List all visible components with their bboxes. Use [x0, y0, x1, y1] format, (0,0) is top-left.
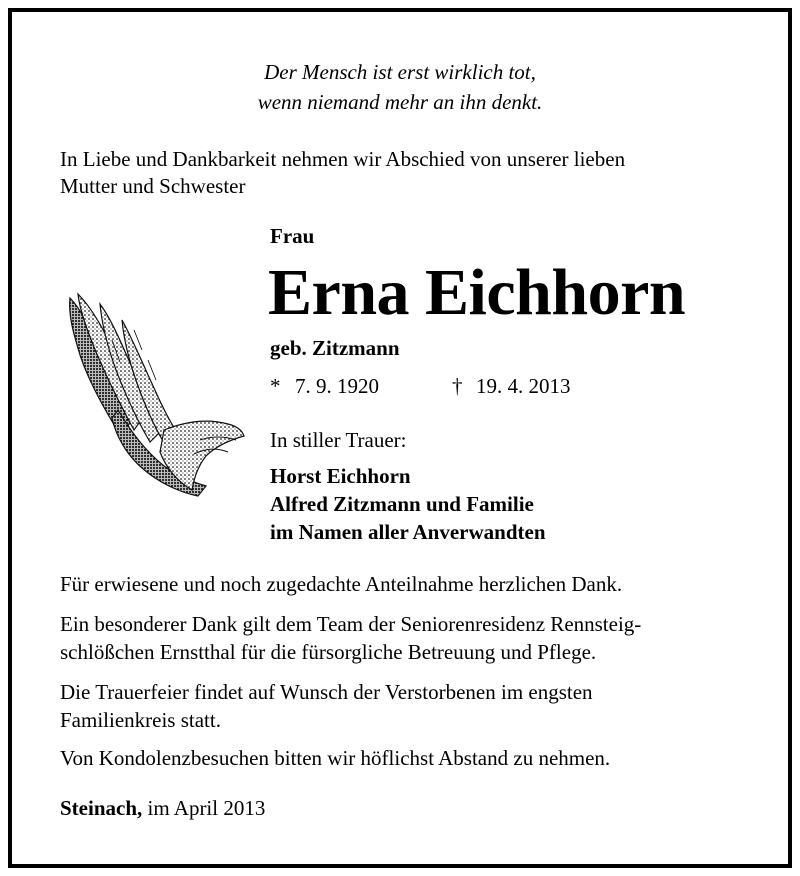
mourners-heading: In stiller Trauer: [270, 428, 407, 452]
signoff [60, 794, 265, 822]
intro-line-1: In Liebe und Dankbarkeit nehmen wir Abschied von unserer lieben [60, 147, 626, 171]
death-symbol: † [452, 374, 463, 398]
condolence-text: Von Kondolenzbesuchen bitten wir höflichst Abstand zu nehmen. [60, 746, 611, 770]
mourner-name: Horst Eichhorn [270, 464, 411, 488]
death-date: 19. 4. 2013 [476, 374, 571, 398]
birth-date: 7. 9. 1920 [295, 374, 379, 398]
quote-line-1: Der Mensch ist erst wirklich tot, [264, 60, 536, 84]
signoff-place: Steinach, [60, 796, 143, 820]
special-thanks-line-2: schlößchen Ernstthal für die fürsorgliche Betreuung und Pflege. [60, 640, 597, 664]
funeral-line-2: Familienkreis statt. [60, 708, 221, 732]
quote-line-2: wenn niemand mehr an ihn denkt. [257, 90, 543, 114]
funeral-line-1: Die Trauerfeier findet auf Wunsch der Verstorbenen im engsten [60, 680, 593, 704]
mourner-name: Alfred Zitzmann und Familie [270, 492, 534, 516]
praying-hands-icon [60, 290, 245, 500]
deceased-name: Erna Eichhorn [268, 256, 686, 329]
maiden-name: geb. Zitzmann [270, 336, 400, 360]
intro-line-2: Mutter und Schwester [60, 174, 246, 198]
thanks-text: Für erwiesene und noch zugedachte Anteilnahme herzlichen Dank. [60, 572, 623, 596]
signoff-date: im April 2013 [147, 796, 266, 820]
special-thanks-line-1: Ein besonderer Dank gilt dem Team der Seniorenresidenz Rennsteig- [60, 612, 642, 636]
birth-symbol: * [270, 374, 281, 398]
deceased-title: Frau [270, 224, 315, 248]
mourner-name: im Namen aller Anverwandten [270, 520, 546, 544]
